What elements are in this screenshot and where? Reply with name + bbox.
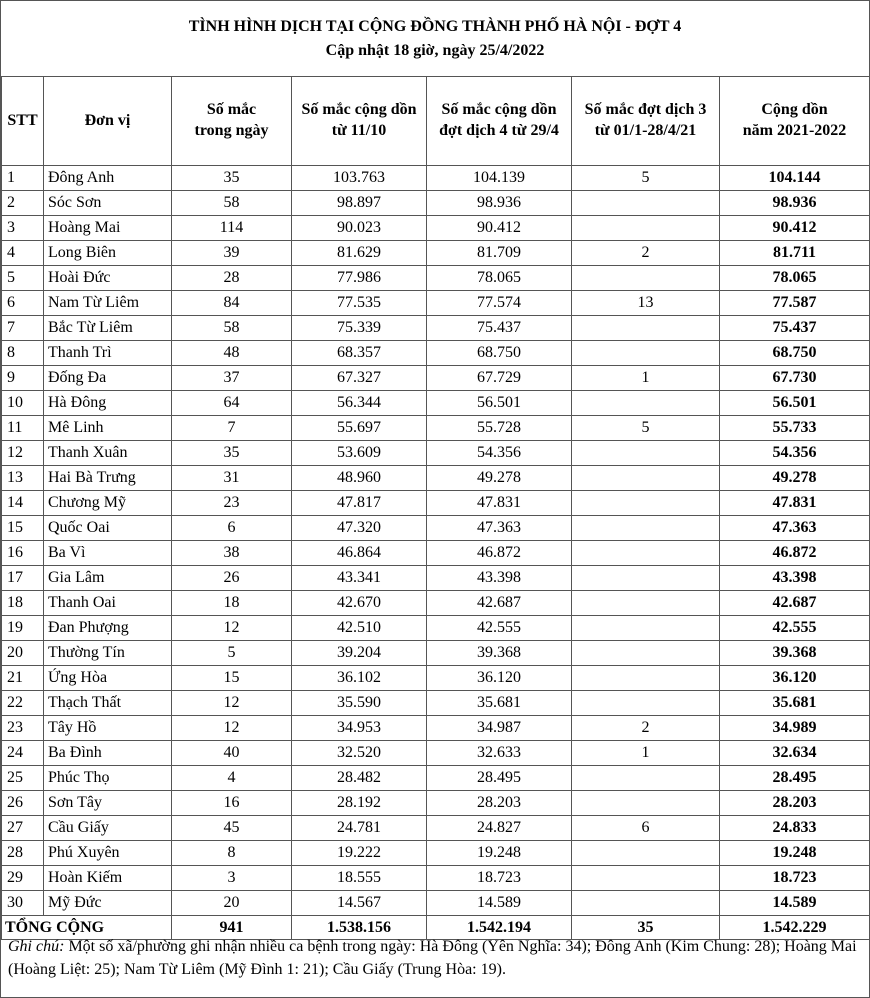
cell-wave3: 5 (572, 416, 720, 441)
cell-unit-name: Chương Mỹ (44, 491, 172, 516)
cell-cum-wave4: 28.495 (427, 766, 572, 791)
cell-daily: 45 (172, 816, 292, 841)
header-cum-wave4 (427, 77, 572, 166)
table-row (2, 341, 870, 366)
cell-total: 54.356 (720, 441, 870, 466)
cell-cum-1110: 48.960 (292, 466, 427, 491)
cell-cum-wave4: 47.831 (427, 491, 572, 516)
cell-daily: 114 (172, 216, 292, 241)
header-wave3-line1: Số mắc đợt dịch 3 (584, 101, 707, 119)
cell-wave3 (572, 316, 720, 341)
cell-cum-1110: 47.320 (292, 516, 427, 541)
cell-cum-wave4: 36.120 (427, 666, 572, 691)
cell-unit-name: Phú Xuyên (44, 841, 172, 866)
cell-daily: 8 (172, 841, 292, 866)
cell-daily: 26 (172, 566, 292, 591)
cell-total: 18.723 (720, 866, 870, 891)
cell-daily: 58 (172, 316, 292, 341)
cell-stt: 19 (2, 616, 44, 641)
cell-wave3 (572, 491, 720, 516)
cell-wave3 (572, 841, 720, 866)
cell-wave3 (572, 216, 720, 241)
cell-unit-name: Long Biên (44, 241, 172, 266)
cell-wave3 (572, 566, 720, 591)
cell-cum-1110: 56.344 (292, 391, 427, 416)
cell-cum-wave4: 35.681 (427, 691, 572, 716)
cell-total: 68.750 (720, 341, 870, 366)
cell-cum-1110: 46.864 (292, 541, 427, 566)
cell-cum-1110: 18.555 (292, 866, 427, 891)
cell-total: 39.368 (720, 641, 870, 666)
cell-stt: 14 (2, 491, 44, 516)
cell-stt: 21 (2, 666, 44, 691)
cell-cum-wave4: 90.412 (427, 216, 572, 241)
cell-cum-wave4: 39.368 (427, 641, 572, 666)
cell-daily: 5 (172, 641, 292, 666)
cell-cum-1110: 103.763 (292, 166, 427, 191)
cell-cum-1110: 68.357 (292, 341, 427, 366)
cell-cum-wave4: 24.827 (427, 816, 572, 841)
cell-cum-1110: 98.897 (292, 191, 427, 216)
cell-unit-name: Mỹ Đức (44, 891, 172, 916)
cell-daily: 4 (172, 766, 292, 791)
cell-wave3: 5 (572, 166, 720, 191)
table-row (2, 516, 870, 541)
cell-unit-name: Hai Bà Trưng (44, 466, 172, 491)
cell-stt: 17 (2, 566, 44, 591)
cell-total: 55.733 (720, 416, 870, 441)
cell-daily: 40 (172, 741, 292, 766)
cell-cum-wave4: 56.501 (427, 391, 572, 416)
cell-wave3 (572, 641, 720, 666)
header-total-line1: Cộng dồn (761, 101, 828, 119)
table-row (2, 791, 870, 816)
cell-daily: 28 (172, 266, 292, 291)
table-row (2, 816, 870, 841)
cell-daily: 35 (172, 166, 292, 191)
cell-wave3: 6 (572, 816, 720, 841)
cell-cum-1110: 39.204 (292, 641, 427, 666)
cell-unit-name: Thanh Oai (44, 591, 172, 616)
cell-cum-wave4: 18.723 (427, 866, 572, 891)
total-cum-wave4: 1.542.194 (427, 916, 572, 940)
cases-table (1, 76, 870, 940)
cell-cum-wave4: 104.139 (427, 166, 572, 191)
header-wave3-line2: từ 01/1-28/4/21 (594, 122, 697, 139)
cell-wave3 (572, 516, 720, 541)
cell-stt: 9 (2, 366, 44, 391)
cell-cum-1110: 35.590 (292, 691, 427, 716)
note-text: Một số xã/phường ghi nhận nhiều ca bệnh trong ngày: Hà Đông (Yên Nghĩa: 34); Đông Anh (Kim Chung: 28); Hoàng Mai (Hoàng Liệt: 25); Nam Từ Liêm (Mỹ Đình 1: 21); Cầu Giấy (Trung Hòa: 19). (8, 938, 857, 978)
header-cum-wave4-line2: đợt dịch 4 từ 29/4 (439, 122, 559, 139)
cell-stt: 22 (2, 691, 44, 716)
cell-total: 28.203 (720, 791, 870, 816)
cell-unit-name: Hà Đông (44, 391, 172, 416)
cell-wave3 (572, 791, 720, 816)
cell-total: 36.120 (720, 666, 870, 691)
cell-stt: 27 (2, 816, 44, 841)
cell-stt: 3 (2, 216, 44, 241)
cell-daily: 12 (172, 691, 292, 716)
cell-total: 81.711 (720, 241, 870, 266)
cell-cum-1110: 75.339 (292, 316, 427, 341)
note-block (1, 935, 868, 981)
note-label: Ghi chú: (8, 938, 65, 955)
cell-total: 43.398 (720, 566, 870, 591)
cell-unit-name: Đông Anh (44, 166, 172, 191)
header-cum-1110 (292, 77, 427, 166)
cell-stt: 23 (2, 716, 44, 741)
table-row (2, 866, 870, 891)
total-wave3: 35 (572, 916, 720, 940)
cell-daily: 3 (172, 866, 292, 891)
cell-stt: 12 (2, 441, 44, 466)
cell-stt: 25 (2, 766, 44, 791)
cell-total: 28.495 (720, 766, 870, 791)
cell-total: 67.730 (720, 366, 870, 391)
cell-unit-name: Quốc Oai (44, 516, 172, 541)
cell-wave3 (572, 391, 720, 416)
cell-daily: 31 (172, 466, 292, 491)
header-unit (44, 77, 172, 166)
cell-unit-name: Ba Đình (44, 741, 172, 766)
cell-cum-wave4: 32.633 (427, 741, 572, 766)
cell-cum-1110: 81.629 (292, 241, 427, 266)
cell-wave3 (572, 766, 720, 791)
cell-daily: 35 (172, 441, 292, 466)
cell-wave3 (572, 191, 720, 216)
cell-cum-1110: 19.222 (292, 841, 427, 866)
cell-stt: 11 (2, 416, 44, 441)
cell-cum-wave4: 78.065 (427, 266, 572, 291)
cell-daily: 84 (172, 291, 292, 316)
cell-wave3 (572, 866, 720, 891)
cell-total: 78.065 (720, 266, 870, 291)
cell-cum-1110: 14.567 (292, 891, 427, 916)
cell-cum-wave4: 14.589 (427, 891, 572, 916)
cell-daily: 18 (172, 591, 292, 616)
cell-stt: 8 (2, 341, 44, 366)
cell-cum-1110: 34.953 (292, 716, 427, 741)
table-row (2, 591, 870, 616)
cell-total: 47.831 (720, 491, 870, 516)
cell-cum-wave4: 19.248 (427, 841, 572, 866)
table-row (2, 466, 870, 491)
cell-cum-wave4: 98.936 (427, 191, 572, 216)
cell-cum-wave4: 55.728 (427, 416, 572, 441)
cell-wave3: 13 (572, 291, 720, 316)
cell-stt: 26 (2, 791, 44, 816)
table-row (2, 241, 870, 266)
cell-total: 104.144 (720, 166, 870, 191)
cell-unit-name: Thanh Trì (44, 341, 172, 366)
cell-stt: 7 (2, 316, 44, 341)
table-row (2, 891, 870, 916)
cell-stt: 30 (2, 891, 44, 916)
table-row (2, 441, 870, 466)
cell-total: 35.681 (720, 691, 870, 716)
total-cum-1110: 1.538.156 (292, 916, 427, 940)
table-row (2, 491, 870, 516)
table-row (2, 316, 870, 341)
cell-stt: 1 (2, 166, 44, 191)
cell-stt: 10 (2, 391, 44, 416)
total-label: TỔNG CỘNG (2, 916, 172, 940)
cell-cum-1110: 55.697 (292, 416, 427, 441)
header-cum-1110-line1: Số mắc cộng dồn (301, 101, 417, 119)
table-row (2, 616, 870, 641)
cell-cum-1110: 67.327 (292, 366, 427, 391)
cell-stt: 13 (2, 466, 44, 491)
cell-daily: 38 (172, 541, 292, 566)
cell-wave3 (572, 441, 720, 466)
cell-wave3 (572, 891, 720, 916)
cell-total: 24.833 (720, 816, 870, 841)
cell-unit-name: Thanh Xuân (44, 441, 172, 466)
cell-total: 14.589 (720, 891, 870, 916)
cell-cum-wave4: 49.278 (427, 466, 572, 491)
cell-stt: 5 (2, 266, 44, 291)
cell-stt: 16 (2, 541, 44, 566)
table-row (2, 741, 870, 766)
header-unit-text: Đơn vị (84, 111, 131, 129)
cell-daily: 23 (172, 491, 292, 516)
cell-cum-1110: 36.102 (292, 666, 427, 691)
cell-daily: 37 (172, 366, 292, 391)
header-total-line2: năm 2021-2022 (742, 122, 847, 139)
cell-unit-name: Hoàn Kiếm (44, 866, 172, 891)
cell-cum-wave4: 42.555 (427, 616, 572, 641)
cell-total: 42.687 (720, 591, 870, 616)
cell-daily: 58 (172, 191, 292, 216)
cell-wave3 (572, 541, 720, 566)
cell-unit-name: Đống Đa (44, 366, 172, 391)
table-row (2, 766, 870, 791)
cell-wave3: 1 (572, 741, 720, 766)
cell-cum-1110: 77.986 (292, 266, 427, 291)
page-title: TÌNH HÌNH DỊCH TẠI CỘNG ĐỒNG THÀNH PHỐ HÀ NỘI - ĐỢT 4 (188, 18, 682, 35)
header-row (2, 77, 870, 166)
cell-cum-wave4: 68.750 (427, 341, 572, 366)
cell-daily: 39 (172, 241, 292, 266)
table-row (2, 691, 870, 716)
cell-stt: 20 (2, 641, 44, 666)
cell-cum-1110: 28.482 (292, 766, 427, 791)
cell-wave3 (572, 691, 720, 716)
total-grand: 1.542.229 (720, 916, 870, 940)
cell-wave3 (572, 616, 720, 641)
table-row (2, 716, 870, 741)
cell-daily: 7 (172, 416, 292, 441)
cell-unit-name: Nam Từ Liêm (44, 291, 172, 316)
cell-daily: 64 (172, 391, 292, 416)
cell-total: 47.363 (720, 516, 870, 541)
cell-total: 98.936 (720, 191, 870, 216)
cell-unit-name: Bắc Từ Liêm (44, 316, 172, 341)
cell-cum-1110: 42.670 (292, 591, 427, 616)
table-row (2, 216, 870, 241)
cell-cum-1110: 90.023 (292, 216, 427, 241)
table-row (2, 416, 870, 441)
cell-unit-name: Hoàng Mai (44, 216, 172, 241)
cell-wave3 (572, 666, 720, 691)
cell-cum-1110: 47.817 (292, 491, 427, 516)
cell-wave3 (572, 341, 720, 366)
table-row (2, 191, 870, 216)
cell-daily: 20 (172, 891, 292, 916)
header-stt (2, 77, 44, 166)
cell-wave3: 1 (572, 366, 720, 391)
table-body (2, 166, 870, 916)
header-daily (172, 77, 292, 166)
cell-daily: 12 (172, 616, 292, 641)
cell-unit-name: Hoài Đức (44, 266, 172, 291)
table-row (2, 266, 870, 291)
cell-cum-1110: 43.341 (292, 566, 427, 591)
cell-stt: 18 (2, 591, 44, 616)
cell-cum-wave4: 75.437 (427, 316, 572, 341)
cell-cum-wave4: 28.203 (427, 791, 572, 816)
cell-cum-wave4: 46.872 (427, 541, 572, 566)
cell-cum-1110: 32.520 (292, 741, 427, 766)
cell-cum-wave4: 43.398 (427, 566, 572, 591)
cell-total: 42.555 (720, 616, 870, 641)
cell-total: 75.437 (720, 316, 870, 341)
table-row (2, 841, 870, 866)
table-row (2, 291, 870, 316)
cell-cum-1110: 42.510 (292, 616, 427, 641)
cell-total: 32.634 (720, 741, 870, 766)
cell-stt: 6 (2, 291, 44, 316)
cell-unit-name: Sóc Sơn (44, 191, 172, 216)
table-row (2, 391, 870, 416)
cell-wave3 (572, 466, 720, 491)
cell-cum-wave4: 42.687 (427, 591, 572, 616)
table-row (2, 541, 870, 566)
cell-total: 19.248 (720, 841, 870, 866)
title-block (1, 1, 869, 77)
cell-wave3: 2 (572, 241, 720, 266)
header-stt-text: STT (7, 111, 38, 129)
cell-wave3 (572, 591, 720, 616)
cell-daily: 12 (172, 716, 292, 741)
header-cum-1110-line2: từ 11/10 (331, 122, 387, 139)
table-row (2, 666, 870, 691)
cell-cum-1110: 53.609 (292, 441, 427, 466)
cell-stt: 24 (2, 741, 44, 766)
cell-unit-name: Ứng Hòa (44, 666, 172, 691)
cell-total: 77.587 (720, 291, 870, 316)
cell-stt: 4 (2, 241, 44, 266)
cell-total: 46.872 (720, 541, 870, 566)
cell-unit-name: Ba Vì (44, 541, 172, 566)
cell-stt: 2 (2, 191, 44, 216)
cell-stt: 29 (2, 866, 44, 891)
cell-cum-wave4: 77.574 (427, 291, 572, 316)
cell-unit-name: Phúc Thọ (44, 766, 172, 791)
cell-unit-name: Thạch Thất (44, 691, 172, 716)
cell-cum-1110: 28.192 (292, 791, 427, 816)
cell-cum-wave4: 54.356 (427, 441, 572, 466)
table-row (2, 166, 870, 191)
table-row (2, 641, 870, 666)
cell-total: 49.278 (720, 466, 870, 491)
cell-total: 56.501 (720, 391, 870, 416)
cell-cum-wave4: 47.363 (427, 516, 572, 541)
cell-cum-wave4: 81.709 (427, 241, 572, 266)
cell-unit-name: Mê Linh (44, 416, 172, 441)
cell-unit-name: Đan Phượng (44, 616, 172, 641)
cell-stt: 15 (2, 516, 44, 541)
header-daily-line1: Số mắc (206, 101, 257, 119)
cell-total: 34.989 (720, 716, 870, 741)
cell-unit-name: Gia Lâm (44, 566, 172, 591)
cell-wave3 (572, 266, 720, 291)
page-subtitle: Cập nhật 18 giờ, ngày 25/4/2022 (325, 42, 545, 59)
cell-unit-name: Tây Hồ (44, 716, 172, 741)
total-daily: 941 (172, 916, 292, 940)
cell-daily: 48 (172, 341, 292, 366)
cell-cum-1110: 24.781 (292, 816, 427, 841)
table-row (2, 566, 870, 591)
header-wave3 (572, 77, 720, 166)
header-cum-wave4-line1: Số mắc cộng dồn (441, 101, 557, 119)
cell-daily: 6 (172, 516, 292, 541)
header-total (720, 77, 870, 166)
cell-unit-name: Sơn Tây (44, 791, 172, 816)
cell-wave3: 2 (572, 716, 720, 741)
cell-total: 90.412 (720, 216, 870, 241)
cell-cum-1110: 77.535 (292, 291, 427, 316)
cell-unit-name: Cầu Giấy (44, 816, 172, 841)
cell-cum-wave4: 67.729 (427, 366, 572, 391)
cell-unit-name: Thường Tín (44, 641, 172, 666)
header-daily-line2: trong ngày (194, 122, 269, 139)
table-row (2, 366, 870, 391)
cell-cum-wave4: 34.987 (427, 716, 572, 741)
cell-daily: 15 (172, 666, 292, 691)
cell-daily: 16 (172, 791, 292, 816)
cell-stt: 28 (2, 841, 44, 866)
